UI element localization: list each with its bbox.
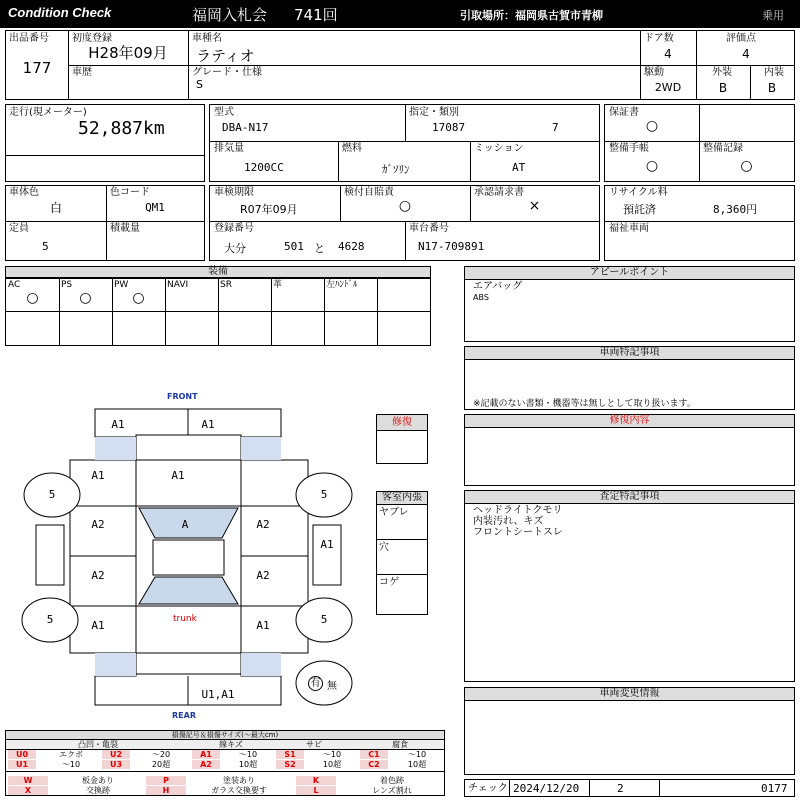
model-label: 車種名: [192, 33, 222, 44]
spare-yes: 有: [308, 676, 323, 691]
interior-title: 客室内張: [377, 492, 427, 505]
code-s1: S1: [276, 750, 304, 759]
mark-l: L: [296, 786, 336, 795]
capacity-value: 5: [42, 240, 49, 253]
color-box: [5, 185, 205, 261]
repair-side-title: 修復: [377, 415, 427, 431]
code-u3-desc: 20超: [151, 760, 171, 769]
right-front-door: A2: [256, 518, 270, 531]
auction-session: 741回: [294, 6, 338, 24]
code-u2-desc: 〜20: [151, 750, 171, 759]
plate-class: 501: [284, 240, 304, 253]
special-notes-disclaimer: ※記載のない書類・機器等は無しとして取り扱います。: [473, 399, 696, 409]
equip-pw-value: ○: [132, 290, 145, 306]
maint-book-label: 整備手帳: [609, 143, 649, 154]
code-a1: A1: [192, 750, 220, 759]
mark-w-desc: 板金あり: [82, 776, 114, 785]
appeal-line-1: エアバッグ: [473, 281, 523, 292]
plate-region: 大分: [224, 242, 246, 255]
class-value: 7: [552, 121, 559, 134]
history-label: 車歴: [72, 67, 92, 78]
repair-content-panel: [464, 414, 795, 486]
recycle-value: 8,360円: [713, 203, 758, 216]
exterior-value: B: [718, 81, 728, 95]
left-fender: A1: [91, 469, 105, 482]
mission-label: ミッション: [474, 143, 524, 154]
insurance-value: ○: [398, 198, 412, 214]
specs-grid: [209, 104, 600, 182]
fuel-label: 燃料: [342, 143, 362, 154]
legend-group-scratch: 線キズ: [190, 740, 272, 750]
plate-number: 4628: [338, 240, 365, 253]
lot-label: 出品番号: [9, 33, 49, 44]
recycle-box: [604, 185, 795, 261]
first-reg-label: 初度登録: [72, 33, 112, 44]
check-date: 2024/12/20: [513, 782, 580, 795]
designation-value: 17087: [432, 121, 466, 134]
warranty-label: 保証書: [609, 107, 639, 118]
recycle-status: 預託済: [623, 203, 656, 216]
maint-record-value: ○: [740, 158, 753, 174]
equip-sr-label: SR: [220, 280, 232, 290]
displacement-label: 排気量: [214, 143, 244, 154]
equip-ac-label: AC: [8, 280, 21, 290]
equip-leather-label: 革: [273, 280, 283, 290]
code-a2: A2: [192, 760, 220, 769]
legend-title: 損傷記号＆損傷サイズ(〜最大cm): [6, 731, 444, 740]
equip-ps-value: ○: [79, 290, 92, 306]
inspector-note-1: ヘッドライトクモリ: [473, 505, 563, 516]
equipment-table: [5, 266, 431, 346]
doors-label: ドア数: [644, 33, 674, 44]
legend-group-dent: 凸凹・亀裂: [6, 740, 190, 750]
special-notes-title: 車両特記事項: [465, 347, 794, 360]
load-label: 積載量: [110, 223, 140, 234]
check-label: チェック: [468, 783, 508, 794]
exterior-label: 外装: [712, 67, 732, 78]
legend-group-corrosion: 腐食: [356, 740, 444, 750]
color-code-label: 色コード: [110, 187, 150, 198]
interior-tear: ヤブレ: [379, 507, 409, 518]
warranty-value: ○: [645, 118, 659, 134]
code-c1: C1: [360, 750, 388, 759]
drive-label: 駆動: [644, 67, 664, 78]
color-code-value: QM1: [145, 201, 165, 214]
left-quarter: A1: [91, 619, 105, 632]
mileage-value: 52,887km: [78, 118, 165, 139]
chassis-value: N17-709891: [418, 240, 485, 253]
designation-label: 指定・類別: [409, 107, 459, 118]
equipment-title: 装備: [6, 267, 430, 278]
mark-h-desc: ガラス交換要す: [211, 786, 267, 795]
insurance-label: 検付自賠責: [344, 187, 394, 198]
equip-ac-value: ○: [26, 290, 39, 306]
mark-h: H: [146, 786, 186, 795]
mark-l-desc: レンズ割れ: [372, 786, 412, 795]
left-rear-door: A2: [91, 569, 105, 582]
vehicle-category: 乗用: [762, 9, 784, 22]
change-info-panel: [464, 687, 795, 775]
interior-value: B: [767, 81, 777, 95]
hood-damage: A1: [171, 469, 185, 482]
code-c2: C2: [360, 760, 388, 769]
claim-label: 承認請求書: [474, 187, 524, 198]
equip-navi-label: NAVI: [167, 280, 189, 290]
mark-x: X: [8, 786, 48, 795]
code-u0: U0: [8, 750, 36, 759]
score-value: 4: [742, 47, 750, 61]
tire-front-right: 5: [320, 488, 328, 501]
code-u2: U2: [102, 750, 130, 759]
doors-value: 4: [664, 47, 672, 61]
mark-k-desc: 着色跡: [380, 776, 404, 785]
mission-value: AT: [512, 161, 526, 174]
type-value: DBA-N17: [222, 121, 269, 134]
inspector-notes-title: 査定特記事項: [465, 491, 794, 504]
right-quarter: A1: [256, 619, 270, 632]
score-label: 評価点: [726, 33, 756, 44]
mark-w: W: [8, 776, 48, 785]
capacity-label: 定員: [9, 223, 29, 234]
repair-content-title: 修復内容: [465, 415, 794, 428]
change-info-title: 車両変更情報: [465, 688, 794, 701]
lot-number: 177: [22, 59, 52, 77]
grade-label: グレード・仕様: [192, 67, 262, 78]
car-diagram: [0, 380, 376, 725]
windshield-damage: A: [181, 518, 189, 531]
body-color-value: 白: [49, 201, 62, 215]
tire-rear-right: 5: [320, 613, 328, 626]
tire-rear-left: 5: [46, 613, 54, 626]
spare-no: 無: [327, 681, 337, 692]
mark-k: K: [296, 776, 336, 785]
front-bumper-left: A1: [111, 418, 125, 431]
equip-lhd-label: 左ﾊﾝﾄﾞﾙ: [326, 280, 358, 290]
inspector-notes-panel: [464, 490, 795, 682]
car-outline: [0, 380, 376, 725]
front-bumper-right: A1: [201, 418, 215, 431]
brand-title: Condition Check: [8, 5, 112, 20]
code-a1-desc: 〜10: [238, 750, 258, 759]
inspection-label: 車検期限: [214, 187, 254, 198]
right-mirror-damage: A1: [320, 538, 334, 551]
welfare-label: 福祉車両: [609, 223, 649, 234]
registration-box: [209, 185, 600, 261]
inspector-note-2: 内装汚れ、キズ: [473, 516, 544, 527]
equip-ps-label: PS: [61, 280, 73, 290]
mileage-box: [5, 104, 205, 182]
damage-legend: [5, 730, 445, 796]
documents-box: [604, 104, 795, 182]
special-notes-panel: [464, 346, 795, 410]
drive-value: 2WD: [654, 81, 682, 94]
code-u1: U1: [8, 760, 36, 769]
grade-value: S: [196, 78, 203, 91]
displacement-value: 1200CC: [244, 161, 284, 174]
claim-value: ×: [528, 198, 541, 214]
fuel-value: ｶﾞｿﾘﾝ: [382, 163, 410, 176]
summary-table: [5, 30, 795, 100]
trunk-label: trunk: [173, 614, 197, 624]
code-s2-desc: 10超: [322, 760, 342, 769]
equip-pw-label: PW: [114, 280, 129, 290]
mark-p: P: [146, 776, 186, 785]
left-front-door: A2: [91, 518, 105, 531]
check-count: 2: [617, 782, 624, 795]
interior-label: 内装: [764, 67, 784, 78]
front-label: FRONT: [167, 392, 198, 401]
interior-box: [376, 491, 428, 615]
right-rear-door: A2: [256, 569, 270, 582]
code-c1-desc: 〜10: [407, 750, 427, 759]
pickup-location: 引取場所：福岡県古賀市青柳: [460, 9, 603, 22]
check-row: [464, 779, 795, 797]
appeal-line-2: ABS: [473, 293, 489, 302]
tire-front-left: 5: [48, 488, 56, 501]
appeal-title: アピールポイント: [465, 267, 794, 280]
first-reg-value: H28年09月: [88, 44, 168, 62]
interior-burn: コゲ: [379, 577, 399, 588]
appeal-panel: [464, 266, 795, 342]
body-color-label: 車体色: [9, 187, 39, 198]
code-u1-desc: 〜10: [61, 760, 81, 769]
repair-side-box: [376, 414, 428, 464]
legend-group-rust: サビ: [272, 740, 356, 750]
maint-record-label: 整備記録: [703, 143, 743, 154]
rear-bumper-damage: U1,A1: [201, 688, 235, 701]
code-s1-desc: 〜10: [322, 750, 342, 759]
maint-book-value: ○: [645, 158, 659, 174]
header-bar: [0, 0, 800, 28]
code-u3: U3: [102, 760, 130, 769]
code-s2: S2: [276, 760, 304, 769]
code-u0-desc: エクボ: [59, 750, 83, 759]
code-a2-desc: 10超: [238, 760, 258, 769]
type-label: 型式: [214, 107, 234, 118]
code-c2-desc: 10超: [407, 760, 427, 769]
mark-p-desc: 塗装あり: [223, 776, 255, 785]
interior-hole: 穴: [379, 542, 389, 553]
recycle-label: リサイクル料: [609, 187, 668, 198]
auction-name: 福岡入札会: [192, 6, 268, 24]
mileage-label: 走行(現メーター): [9, 107, 87, 118]
inspector-note-3: フロントシートスレ: [473, 527, 563, 538]
plate-label: 登録番号: [214, 223, 254, 234]
mark-x-desc: 交換跡: [86, 786, 110, 795]
plate-kana: と: [314, 242, 325, 255]
chassis-label: 車台番号: [409, 223, 449, 234]
check-code: 0177: [761, 782, 788, 795]
inspection-value: R07年09月: [240, 203, 298, 216]
rear-label: REAR: [172, 711, 196, 720]
model-value: ラティオ: [196, 47, 255, 65]
